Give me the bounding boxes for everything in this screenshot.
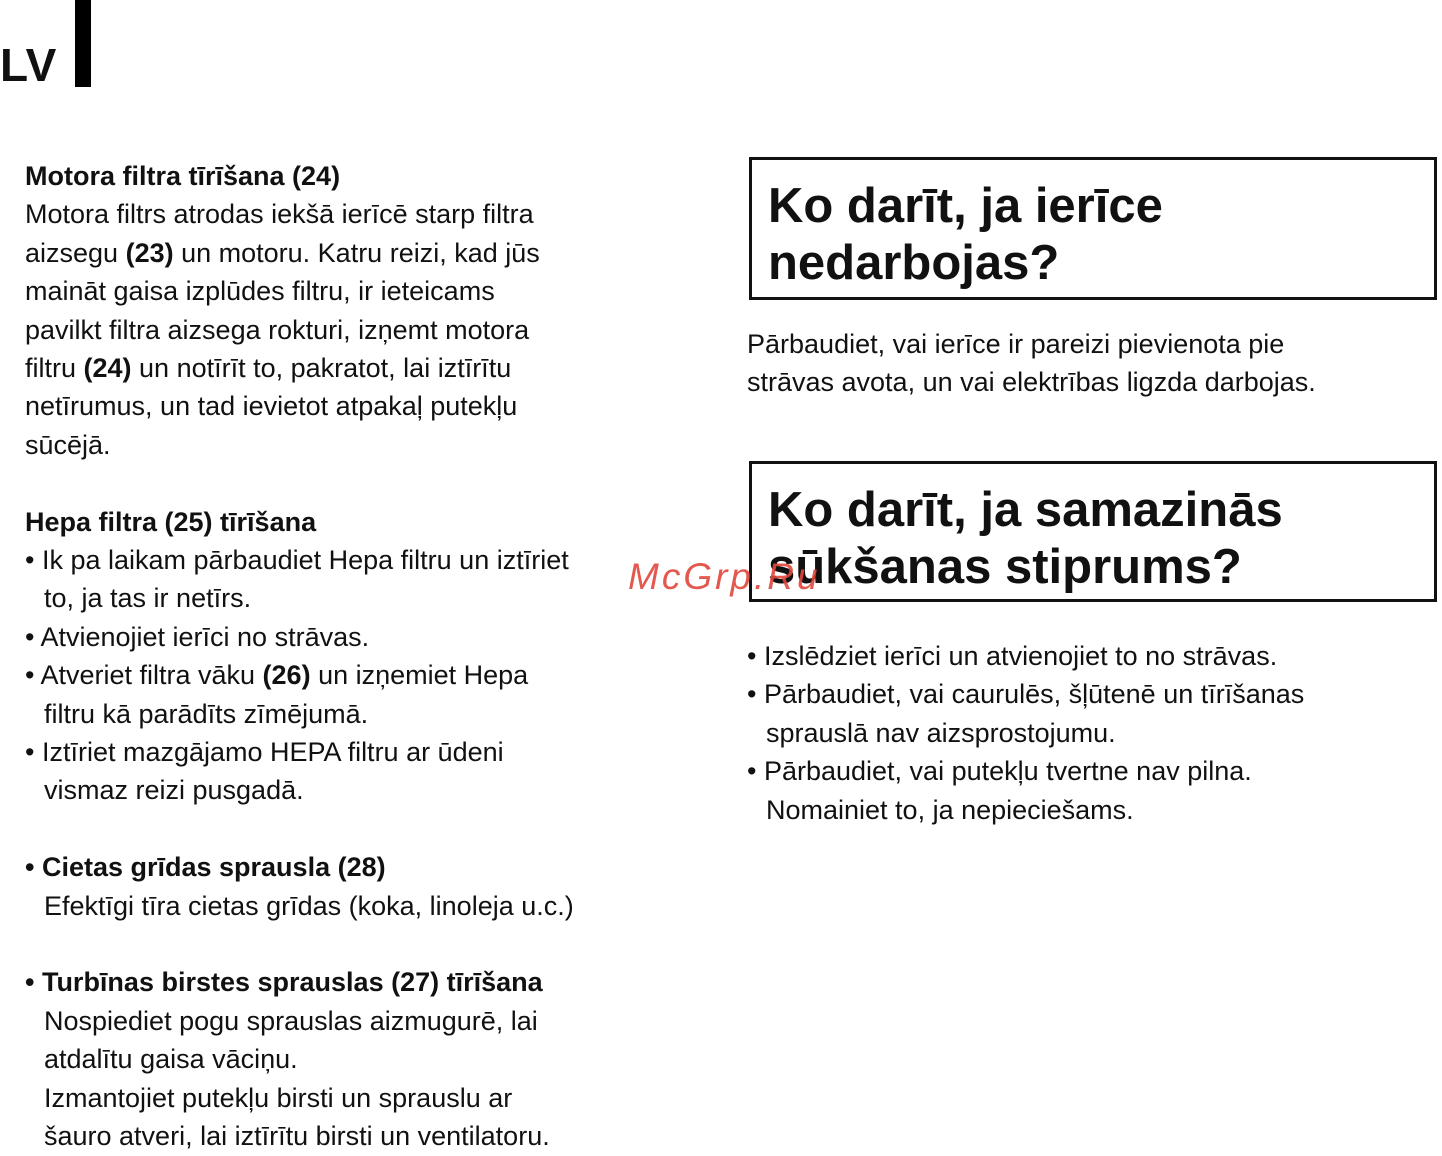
suction-bullet: • Pārbaudiet, vai caurulēs, šļūtenē un tīrīšanas <box>747 679 1305 710</box>
hepa-bullet: • Ik pa laikam pārbaudiet Hepa filtru un iztīriet <box>25 545 569 576</box>
motor-filter-text-line: sūcējā. <box>25 429 111 460</box>
turbo-brush-heading: • Turbīnas birstes sprauslas (27) tīrīšana <box>25 967 543 998</box>
hepa-bullet-continuation: to, ja tas ir netīrs. <box>44 583 252 614</box>
turbo-brush-text-line: atdalītu gaisa vāciņu. <box>44 1044 298 1075</box>
hepa-bullet: • Atveriet filtra vāku (26) un izņemiet Hepa <box>25 660 529 691</box>
language-marker-bar <box>75 0 91 87</box>
motor-filter-text-line: pavilkt filtra aizsega rokturi, izņemt motora <box>25 314 530 345</box>
hard-floor-nozzle-heading: • Cietas grīdas sprausla (28) <box>25 852 386 883</box>
hepa-filter-heading: Hepa filtra (25) tīrīšana <box>25 506 317 537</box>
suction-bullet: • Pārbaudiet, vai putekļu tvertne nav pilna. <box>747 756 1252 787</box>
suction-bullet-continuation: Nomainiet to, ja nepieciešams. <box>766 794 1134 825</box>
hepa-bullet: • Iztīriet mazgājamo HEPA filtru ar ūdeni <box>25 737 504 768</box>
motor-filter-text-line: filtru (24) un notīrīt to, pakratot, lai iztīrītu <box>25 353 512 384</box>
turbo-brush-text-line: Nospiediet pogu sprauslas aizmugurē, lai <box>44 1005 538 1036</box>
troubleshoot-title-suction: Ko darīt, ja samazinās sūkšanas stiprums? <box>768 483 1283 594</box>
troubleshoot-box-not-working <box>749 157 1437 300</box>
hepa-bullet-continuation: filtru kā parādīts zīmējumā. <box>44 698 369 729</box>
suction-bullet: • Izslēdziet ierīci un atvienojiet to no strāvas. <box>747 641 1278 671</box>
troubleshoot-box-suction <box>749 461 1437 602</box>
hepa-bullet-continuation: vismaz reizi pusgadā. <box>44 775 304 806</box>
turbo-brush-text-line: šauro atveri, lai iztīrītu birsti un ventilatoru. <box>44 1121 550 1152</box>
hard-floor-nozzle-text: Efektīgi tīra cietas grīdas (koka, linoleja u.c.) <box>44 890 574 921</box>
troubleshoot-text-not-working: Pārbaudiet, vai ierīce ir pareizi pievienota pie strāvas avota, un vai elektrības ligzda darbojas. <box>747 329 1316 398</box>
troubleshoot-title-not-working: Ko darīt, ja ierīce nedarbojas? <box>768 179 1163 290</box>
troubleshoot-text-suction <box>747 637 1437 829</box>
motor-filter-text-line: aizsegu (23) un motoru. Katru reizi, kad jūs <box>25 237 540 268</box>
motor-filter-heading: Motora filtra tīrīšana (24) <box>25 161 341 191</box>
turbo-brush-text-line: Izmantojiet putekļu birsti un sprauslu ar <box>44 1082 513 1113</box>
watermark: McGrp.Ru <box>628 556 821 597</box>
language-code: LV <box>0 39 58 91</box>
hepa-bullet: • Atvienojiet ierīci no strāvas. <box>25 621 370 652</box>
suction-bullet-continuation: sprauslā nav aizsprostojumu. <box>766 717 1116 748</box>
motor-filter-text-line: maināt gaisa izplūdes filtru, ir ieteicams <box>25 276 495 307</box>
motor-filter-text-line: netīrumus, un tad ievietot atpakaļ putekļu <box>25 391 518 422</box>
left-column <box>25 157 715 1156</box>
motor-filter-text-line: Motora filtrs atrodas iekšā ierīcē starp filtra <box>25 199 534 230</box>
